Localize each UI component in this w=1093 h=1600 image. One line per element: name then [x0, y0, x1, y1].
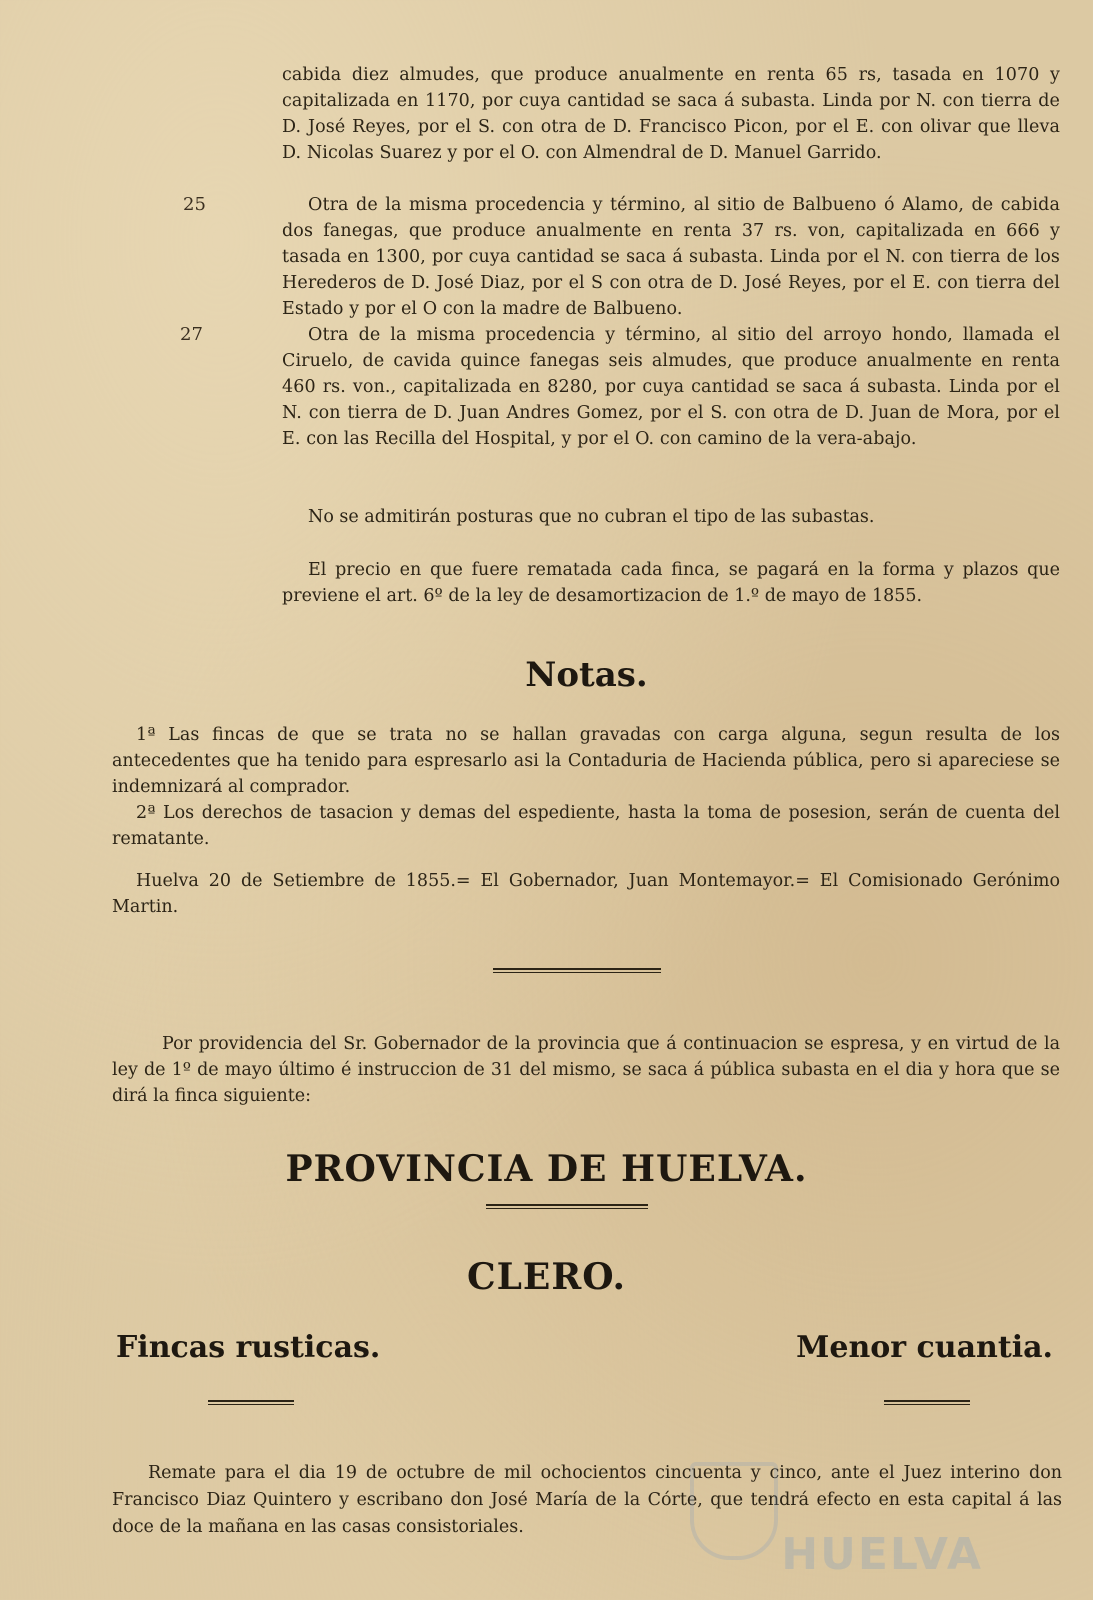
remate-paragraph: Remate para el dia 19 de octubre de mil ochocientos cincuenta y cinco, ante el Juez interino don Francisco Diaz Quintero y escribano don José María de la Córte, que tendrá efecto en esta capital á las doce de la mañana en las casas consistoriales.: [112, 1463, 1062, 1537]
entry-25: [282, 192, 1060, 322]
separator-rule: [493, 968, 661, 973]
entry-number: 27: [180, 324, 203, 345]
entry-27: [282, 322, 1060, 452]
entry-number: 25: [183, 194, 206, 215]
precio-note: El precio en que fuere rematada cada finca, se pagará en la forma y plazos que previene el art. 6º de la ley de desamortizacion de 1.º de mayo de 1855.: [282, 560, 1060, 606]
provincia-title: PROVINCIA DE HUELVA.: [285, 1148, 808, 1190]
entry-text: Otra de la misma procedencia y término, al sitio de Balbueno ó Alamo, de cabida dos fanegas, que produce anualmente en renta 37 rs. von, capitalizada en 666 y tasada en 1300, por cuya cantidad se saca á subasta. Linda por el N. con tierra de los Herederos de D. José Diaz, por el S con otra de D. José Reyes, por el E. con tierra del Estado y por el O con la madre de Balbueno.: [282, 195, 1060, 319]
archive-watermark: HUELVA: [781, 1529, 983, 1580]
separator-rule: [884, 1400, 970, 1405]
archive-shield-watermark: [690, 1462, 778, 1560]
entry-text: cabida diez almudes, que produce anualmente en renta 65 rs, tasada en 1070 y capitalizada en 1170, por cuya cantidad se saca á subasta. Linda por N. con tierra de D. José Reyes, por el S. con otra de D. Francisco Picon, por el E. con olivar que lleva D. Nicolas Suarez y por el O. con Almendral de D. Manuel Garrido.: [282, 65, 1060, 163]
menor-cuantia-heading: Menor cuantia.: [796, 1330, 1053, 1365]
separator-rule: [486, 1204, 648, 1209]
providencia-paragraph: Por providencia del Sr. Gobernador de la provincia que á continuacion se espresa, y en virtud de la ley de 1º de mayo último é instruccion de 31 del mismo, se saca á pública subasta en el dia y hora que se dirá la finca siguiente:: [112, 1034, 1060, 1106]
entry-text: Otra de la misma procedencia y término, al sitio del arroyo hondo, llamada el Ciruelo, de cavida quince fanegas seis almudes, que produce anualmente en renta 460 rs. von., capitalizada en 8280, por cuya cantidad se saca á subasta. Linda por el N. con tierra de D. Juan Andres Gomez, por el S. con otra de D. Juan de Mora, por el E. con las Recilla del Hospital, y por el O. con camino de la vera-abajo.: [282, 325, 1060, 449]
notas-title: Notas.: [525, 655, 648, 695]
separator-rule: [208, 1400, 294, 1405]
nota-2: 2ª Los derechos de tasacion y demas del espediente, hasta la toma de posesion, serán de cuenta del rematante.: [112, 803, 1060, 849]
posturas-note: No se admitirán posturas que no cubran el tipo de las subastas.: [308, 507, 875, 527]
signature-line: Huelva 20 de Setiembre de 1855.= El Gobernador, Juan Montemayor.= El Comisionado Gerónimo Martin.: [112, 871, 1060, 917]
clero-title: CLERO.: [466, 1256, 627, 1298]
fincas-rusticas-heading: Fincas rusticas.: [116, 1330, 381, 1365]
nota-1: 1ª Las fincas de que se trata no se hallan gravadas con carga alguna, segun resulta de los antecedentes que ha tenido para espresarlo asi la Contaduria de Hacienda pública, pero si apareciese se indemnizará al comprador.: [112, 725, 1060, 797]
entry-continued: [282, 62, 1060, 166]
